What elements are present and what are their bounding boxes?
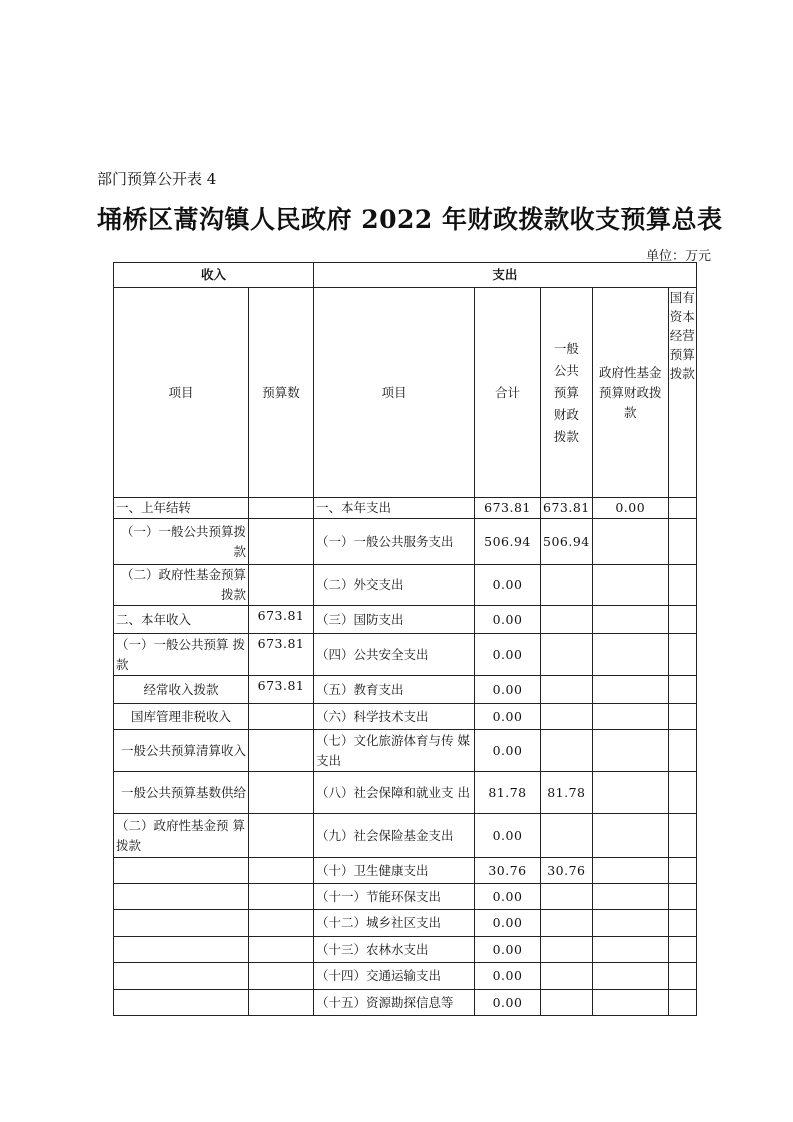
- income-item-cell: [114, 858, 249, 884]
- income-item-header: 项目: [114, 288, 249, 498]
- state-capital-amount-cell: [668, 990, 696, 1016]
- expense-item-cell: （十五）资源勘探信息等: [314, 990, 475, 1016]
- general-public-amount-cell: [541, 565, 593, 606]
- income-header: 收入: [114, 263, 314, 288]
- state-capital-amount-cell: [668, 606, 696, 634]
- expense-item-cell: （十二）城乡社区支出: [314, 910, 475, 937]
- gov-fund-amount-cell: [592, 676, 668, 704]
- total-header: 合计: [475, 288, 541, 498]
- total-cell: 0.00: [475, 565, 541, 606]
- table-row: [114, 704, 697, 730]
- total-cell: 506.94: [475, 519, 541, 565]
- table-row: [114, 676, 697, 704]
- general-public-amount-cell: 673.81: [541, 498, 593, 519]
- gov-fund-amount-cell: [592, 519, 668, 565]
- total-cell: 0.00: [475, 814, 541, 858]
- gov-fund-amount-cell: [592, 858, 668, 884]
- income-item-cell: 经常收入拨款: [114, 676, 249, 704]
- income-budget-cell: [249, 814, 314, 858]
- income-item-cell: [114, 884, 249, 910]
- general-public-header: 一般公共预算财政拨款: [541, 288, 593, 498]
- general-public-amount-cell: [541, 730, 593, 772]
- state-capital-amount-cell: [668, 814, 696, 858]
- income-budget-header: 预算数: [249, 288, 314, 498]
- gov-fund-amount-cell: [592, 772, 668, 814]
- total-cell: 0.00: [475, 634, 541, 676]
- table-row: [114, 730, 697, 772]
- income-item-cell: （二）政府性基金预 算拨款: [114, 814, 249, 858]
- income-budget-cell: [249, 772, 314, 814]
- state-capital-header: 国有资本经营预算拨款: [668, 288, 696, 498]
- expense-item-cell: （十）卫生健康支出: [314, 858, 475, 884]
- general-public-amount-cell: [541, 963, 593, 990]
- table-row: [114, 990, 697, 1016]
- income-budget-cell: [249, 565, 314, 606]
- gov-fund-amount-cell: [592, 606, 668, 634]
- state-capital-amount-cell: [668, 858, 696, 884]
- general-public-amount-cell: 81.78: [541, 772, 593, 814]
- expense-item-cell: （十四）交通运输支出: [314, 963, 475, 990]
- table-row: [114, 634, 697, 676]
- table-row: [114, 858, 697, 884]
- gov-fund-amount-cell: [592, 814, 668, 858]
- income-item-cell: （一）一般公共预算拨款: [114, 519, 249, 565]
- state-capital-amount-cell: [668, 565, 696, 606]
- income-budget-cell: [249, 498, 314, 519]
- income-item-cell: 一般公共预算基数供给: [114, 772, 249, 814]
- general-public-amount-cell: [541, 676, 593, 704]
- income-budget-cell: [249, 990, 314, 1016]
- general-public-amount-cell: [541, 814, 593, 858]
- expense-item-cell: （八）社会保障和就业支 出: [314, 772, 475, 814]
- gov-fund-amount-cell: [592, 963, 668, 990]
- income-item-cell: 二、本年收入: [114, 606, 249, 634]
- state-capital-amount-cell: [668, 519, 696, 565]
- expense-item-cell: （七）文化旅游体育与传 媒支出: [314, 730, 475, 772]
- income-item-cell: 一般公共预算清算收入: [114, 730, 249, 772]
- expense-item-cell: （十一）节能环保支出: [314, 884, 475, 910]
- income-budget-cell: [249, 858, 314, 884]
- expense-item-cell: 一、本年支出: [314, 498, 475, 519]
- state-capital-amount-cell: [668, 498, 696, 519]
- expense-item-cell: （三）国防支出: [314, 606, 475, 634]
- table-row: [114, 963, 697, 990]
- state-capital-amount-cell: [668, 937, 696, 963]
- income-item-cell: [114, 963, 249, 990]
- income-budget-cell: [249, 963, 314, 990]
- general-public-amount-cell: [541, 634, 593, 676]
- total-cell: 0.00: [475, 990, 541, 1016]
- gov-fund-amount-cell: [592, 884, 668, 910]
- total-cell: 0.00: [475, 730, 541, 772]
- expense-item-cell: （四）公共安全支出: [314, 634, 475, 676]
- table-row: [114, 606, 697, 634]
- expense-item-cell: （六）科学技术支出: [314, 704, 475, 730]
- income-budget-cell: 673.81: [249, 676, 314, 704]
- budget-table: [113, 262, 697, 1016]
- gov-fund-amount-cell: [592, 910, 668, 937]
- total-cell: 0.00: [475, 963, 541, 990]
- general-public-amount-cell: [541, 990, 593, 1016]
- gov-fund-amount-cell: [592, 990, 668, 1016]
- total-cell: 0.00: [475, 910, 541, 937]
- income-item-cell: [114, 990, 249, 1016]
- state-capital-amount-cell: [668, 634, 696, 676]
- total-cell: 0.00: [475, 704, 541, 730]
- gov-fund-amount-cell: 0.00: [592, 498, 668, 519]
- table-row: [114, 937, 697, 963]
- state-capital-amount-cell: [668, 910, 696, 937]
- table-row: [114, 884, 697, 910]
- table-row: [114, 498, 697, 519]
- expense-item-cell: （十三）农林水支出: [314, 937, 475, 963]
- unit-label: 单位：万元: [645, 249, 711, 264]
- general-public-amount-cell: [541, 910, 593, 937]
- state-capital-amount-cell: [668, 676, 696, 704]
- total-cell: 0.00: [475, 937, 541, 963]
- state-capital-amount-cell: [668, 884, 696, 910]
- income-budget-cell: [249, 910, 314, 937]
- income-item-cell: （一）一般公共预算 拨款: [114, 634, 249, 676]
- income-budget-cell: 673.81: [249, 634, 314, 676]
- income-item-cell: [114, 910, 249, 937]
- document-label: 部门预算公开表 4: [97, 170, 217, 188]
- general-public-amount-cell: 30.76: [541, 858, 593, 884]
- state-capital-amount-cell: [668, 730, 696, 772]
- table-row: [114, 910, 697, 937]
- general-public-amount-cell: [541, 606, 593, 634]
- income-budget-cell: [249, 730, 314, 772]
- income-budget-cell: [249, 884, 314, 910]
- expense-item-header: 项目: [314, 288, 475, 498]
- state-capital-amount-cell: [668, 963, 696, 990]
- table-row: [114, 814, 697, 858]
- total-cell: 0.00: [475, 884, 541, 910]
- gov-fund-amount-cell: [592, 634, 668, 676]
- gov-fund-amount-cell: [592, 730, 668, 772]
- state-capital-amount-cell: [668, 704, 696, 730]
- table-row: [114, 772, 697, 814]
- expense-header: 支出: [314, 263, 697, 288]
- income-budget-cell: [249, 937, 314, 963]
- income-item-cell: [114, 937, 249, 963]
- expense-item-cell: （九）社会保险基金支出: [314, 814, 475, 858]
- expense-item-cell: （五）教育支出: [314, 676, 475, 704]
- expense-item-cell: （一）一般公共服务支出: [314, 519, 475, 565]
- income-item-cell: 国库管理非税收入: [114, 704, 249, 730]
- page-title: 埇桥区蒿沟镇人民政府 2022 年财政拨款收支预算总表: [97, 205, 723, 234]
- income-item-cell: （二）政府性基金预算拨款: [114, 565, 249, 606]
- gov-fund-amount-cell: [592, 565, 668, 606]
- income-item-cell: 一、上年结转: [114, 498, 249, 519]
- state-capital-amount-cell: [668, 772, 696, 814]
- table-row: [114, 519, 697, 565]
- expense-item-cell: （二）外交支出: [314, 565, 475, 606]
- income-budget-cell: [249, 519, 314, 565]
- income-budget-cell: 673.81: [249, 606, 314, 634]
- general-public-amount-cell: [541, 937, 593, 963]
- gov-fund-amount-cell: [592, 704, 668, 730]
- total-cell: 0.00: [475, 606, 541, 634]
- total-cell: 81.78: [475, 772, 541, 814]
- income-budget-cell: [249, 704, 314, 730]
- general-public-amount-cell: [541, 884, 593, 910]
- general-public-amount-cell: 506.94: [541, 519, 593, 565]
- gov-fund-header: 政府性基金预算财政拨款: [592, 288, 668, 498]
- general-public-amount-cell: [541, 704, 593, 730]
- total-cell: 0.00: [475, 676, 541, 704]
- total-cell: 30.76: [475, 858, 541, 884]
- table-row: [114, 565, 697, 606]
- gov-fund-amount-cell: [592, 937, 668, 963]
- total-cell: 673.81: [475, 498, 541, 519]
